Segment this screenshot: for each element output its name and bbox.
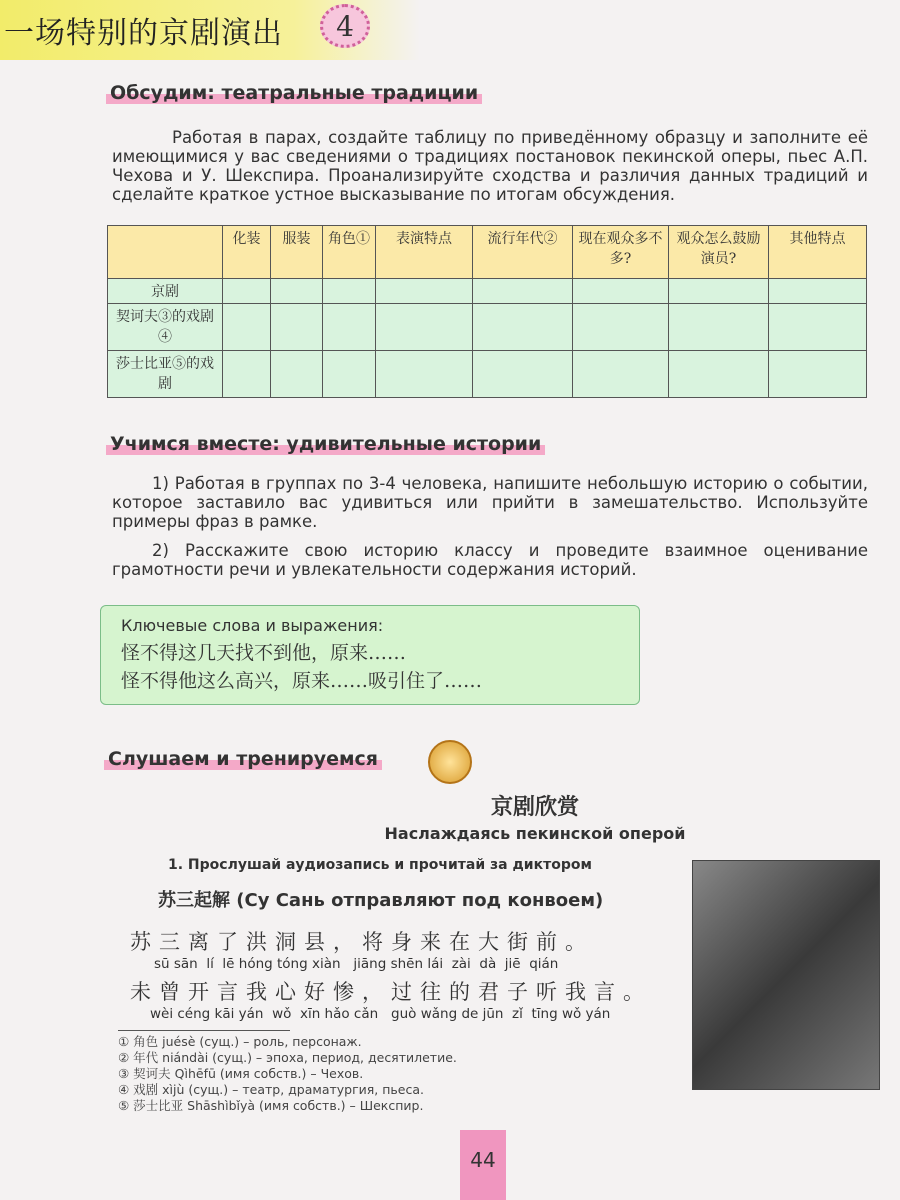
table-row	[108, 351, 867, 398]
table-header-cell: 服装	[271, 226, 323, 279]
together-task-2: 2) Расскажите свою историю классу и проведите взаимное оценивание грамотности речи и увлекательности содержания историй.	[112, 541, 868, 579]
keyword-phrase: 怪不得他这么高兴，原来……吸引住了……	[121, 670, 483, 692]
footnote: ② 年代 niándài (сущ.) – эпоха, период, десятилетие.	[118, 1050, 457, 1065]
footnote: ④ 戏剧 xìjù (сущ.) – театр, драматургия, пьеса.	[118, 1082, 424, 1097]
footnote-divider	[118, 1030, 290, 1031]
keywords-title: Ключевые слова и выражения:	[121, 616, 384, 635]
footnote: ③ 契诃夫 Qìhēfū (имя собств.) – Чехов.	[118, 1066, 364, 1081]
together-heading: Учимся вместе: удивительные истории	[106, 433, 545, 455]
table-header-cell: 流行年代②	[473, 226, 573, 279]
speaker-icon[interactable]	[428, 740, 472, 784]
listen-heading: Слушаем и тренируемся	[104, 748, 382, 770]
row-label: 契诃夫③的戏剧④	[108, 304, 223, 351]
chapter-title: 一场特别的京剧演出	[4, 16, 283, 51]
table-header-cell: 角色①	[323, 226, 376, 279]
poem-line-pinyin: wèi céng kāi yán wǒ xīn hǎo cǎn guò wǎng de jūn zǐ tīng wǒ yán	[150, 1006, 611, 1022]
listen-cn-title: 京剧欣赏	[490, 794, 579, 820]
row-label: 莎士比亚⑤的戏剧	[108, 351, 223, 398]
table-header-cell: 观众怎么鼓励演员?	[669, 226, 769, 279]
keywords-box	[100, 605, 640, 705]
table-header-cell: 其他特点	[769, 226, 867, 279]
discuss-heading: Обсудим: театральные традиции	[106, 82, 482, 104]
table-header-cell: 化装	[223, 226, 271, 279]
listen-task: 1. Прослушай аудиозапись и прочитай за диктором	[168, 857, 592, 873]
table-header-row	[108, 226, 867, 279]
together-task-1: 1) Работая в группах по 3-4 человека, напишите небольшую историю о событии, которое заставило вас удивиться или прийти в замешательство. Используйте примеры фраз в рамке.	[112, 474, 868, 531]
opera-photo	[692, 860, 880, 1090]
footnotes	[118, 1034, 457, 1114]
table-header-cell: 表演特点	[376, 226, 473, 279]
piece-title-cn: 苏三起解	[158, 890, 230, 911]
poem-line	[130, 926, 594, 972]
table-header-cell	[108, 226, 223, 279]
piece-title	[158, 886, 603, 912]
comparison-table	[107, 225, 867, 398]
table-row	[108, 279, 867, 304]
footnote: ⑤ 莎士比亚 Shāshìbǐyà (имя собств.) – Шекспир.	[118, 1098, 424, 1113]
table-row	[108, 304, 867, 351]
listen-ru-title: Наслаждаясь пекинской оперой	[384, 824, 686, 843]
poem-line-hanzi: 未曾开言我心好惨，过往的君子听我言。	[130, 980, 652, 1004]
discuss-text: Работая в парах, создайте таблицу по приведённому образцу и заполните её имеющимися у вас сведениями о традициях постановок пекинской оперы, пьес А.П. Чехова и У. Шекспира. Проанализируйте сходства и различия данных традиций и сделайте краткое устное высказывание по итогам обсуждения.	[112, 128, 868, 204]
keyword-phrase: 怪不得这几天找不到他，原来……	[121, 642, 407, 664]
poem-line-pinyin: sū sān lí lē hóng tóng xiàn jiāng shēn lái zài dà jiē qián	[154, 956, 559, 972]
row-label: 京剧	[108, 279, 223, 304]
poem-line	[130, 976, 652, 1022]
poem-line-hanzi: 苏三离了洪洞县，将身来在大街前。	[130, 930, 594, 954]
page-number: 44	[460, 1130, 506, 1200]
piece-title-ru: (Су Сань отправляют под конвоем)	[236, 890, 604, 911]
lesson-number-badge: 4	[320, 4, 370, 48]
chapter-header	[0, 0, 420, 60]
footnote: ① 角色 juésè (сущ.) – роль, персонаж.	[118, 1034, 362, 1049]
table-header-cell: 现在观众多不多?	[573, 226, 669, 279]
